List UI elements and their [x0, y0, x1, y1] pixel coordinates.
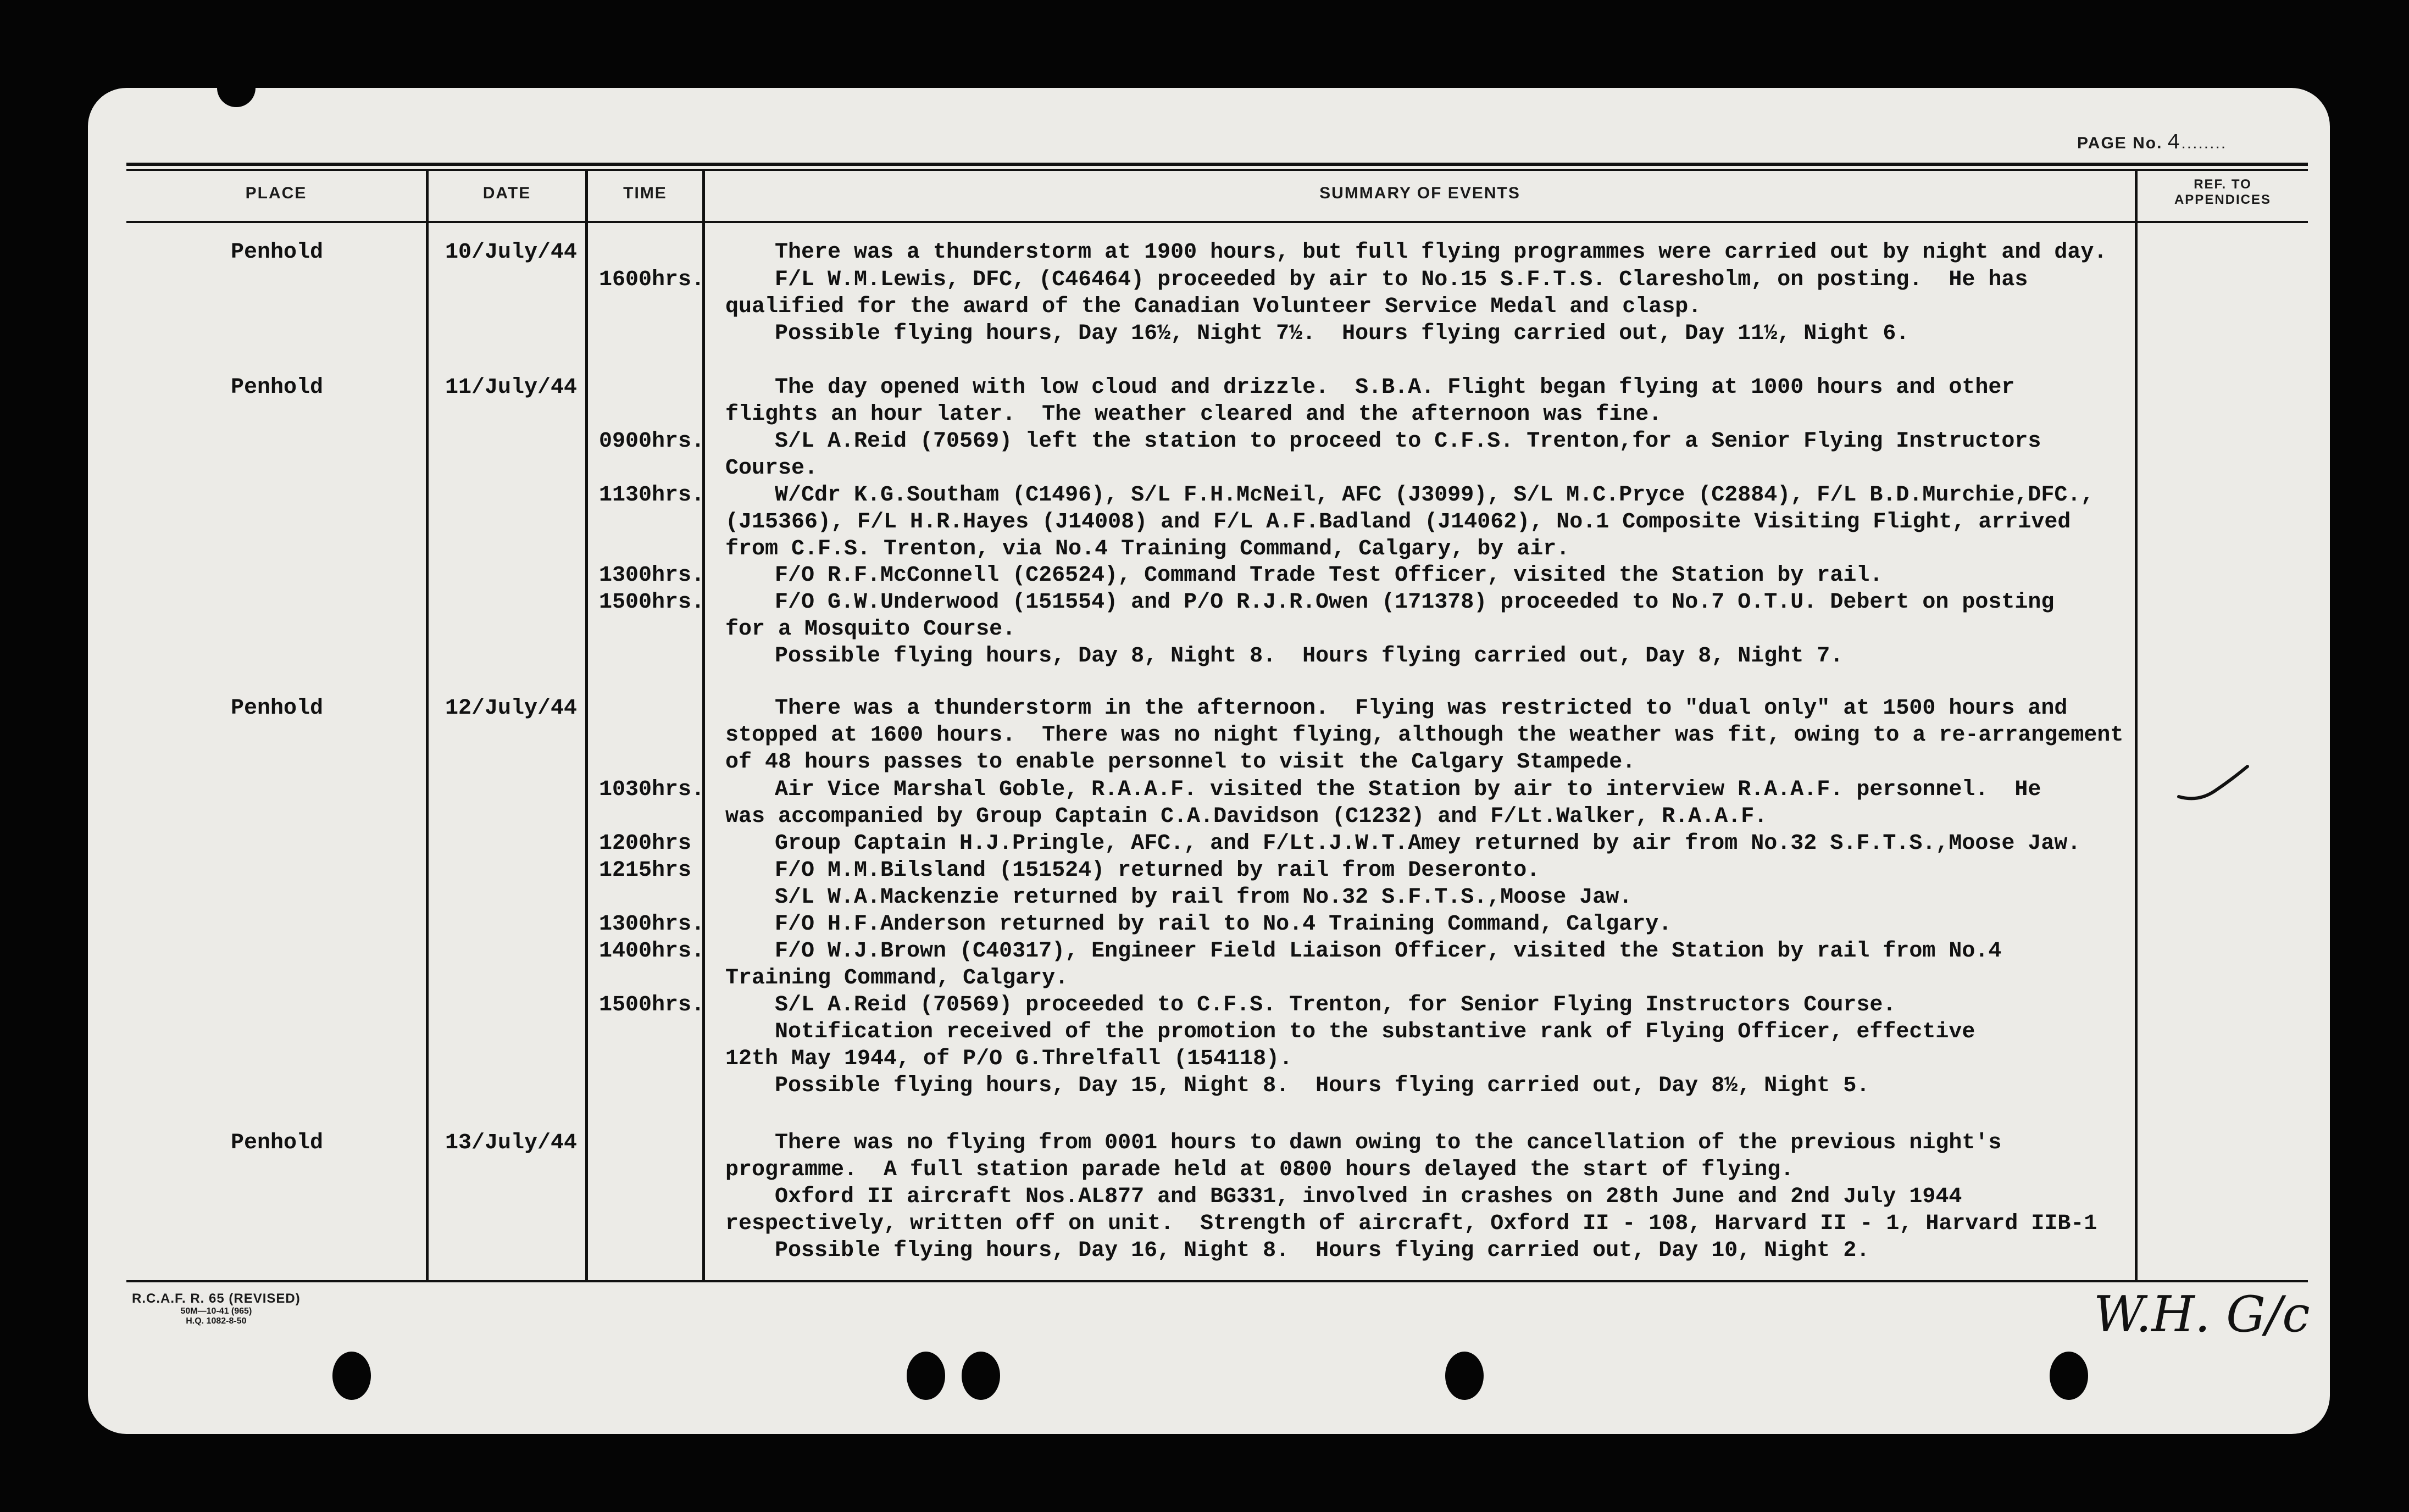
entry-place: Penhold [231, 375, 324, 400]
summary-line: Course. [725, 456, 818, 481]
form-id-line: R.C.A.F. R. 65 (REVISED) [132, 1291, 301, 1306]
form-id [132, 1291, 301, 1326]
col-line-date [585, 170, 588, 1280]
summary-line: S/L A.Reid (70569) proceeded to C.F.S. Trenton, for Senior Flying Instructors Course. [775, 993, 1896, 1018]
page-number-label: PAGE No. 4........ [2077, 131, 2227, 155]
header-rule [126, 221, 2308, 223]
summary-line: S/L W.A.Mackenzie returned by rail from No.32 S.F.T.S.,Moose Jaw. [775, 885, 1633, 910]
summary-line: (J15366), F/L H.R.Hayes (J14008) and F/L A.F.Badland (J14062), No.1 Composite Visiting Flight, arrived [725, 510, 2071, 535]
form-id-line: H.Q. 1082-8-50 [186, 1316, 247, 1326]
entry-time: 0900hrs. [599, 429, 705, 454]
entry-time: 1200hrs [599, 831, 692, 856]
binder-hole [962, 1352, 1000, 1400]
summary-line: The day opened with low cloud and drizzle. S.B.A. Flight began flying at 1000 hours and other [775, 375, 2015, 400]
entry-time: 1400hrs. [599, 939, 705, 964]
summary-line: There was a thunderstorm at 1900 hours, but full flying programmes were carried out by night and day. [775, 240, 2107, 265]
top-rule-thin [126, 169, 2308, 171]
entry-time: 1130hrs. [599, 483, 705, 508]
binder-hole [907, 1352, 945, 1400]
header-ref-1: REF. TO [2194, 177, 2252, 192]
check-mark-icon [2176, 764, 2253, 813]
summary-line: Air Vice Marshal Goble, R.A.A.F. visited the Station by air to interview R.A.A.F. personnel. He [775, 777, 2041, 802]
col-line-time [702, 170, 705, 1280]
signature: W.H. G/c [2094, 1286, 2310, 1343]
summary-line: flights an hour later. The weather cleared and the afternoon was fine. [725, 402, 1662, 427]
summary-line: W/Cdr K.G.Southam (C1496), S/L F.H.McNeil, AFC (J3099), S/L M.C.Pryce (C2884), F/L B.D.Murchie,DFC., [775, 483, 2094, 508]
bottom-rule [126, 1280, 2308, 1282]
diary-form-card [88, 88, 2330, 1434]
summary-line: from C.F.S. Trenton, via No.4 Training Command, Calgary, by air. [725, 537, 1570, 562]
entry-place: Penhold [231, 240, 324, 265]
summary-line: F/O R.F.McConnell (C26524), Command Trade Test Officer, visited the Station by rail. [775, 563, 1883, 588]
header-date: DATE [482, 184, 531, 202]
summary-line: programme. A full station parade held at 0800 hours delayed the start of flying. [725, 1158, 1794, 1182]
summary-line: Notification received of the promotion to the substantive rank of Flying Officer, effective [775, 1020, 1975, 1044]
summary-line: F/O M.M.Bilsland (151524) returned by rail from Deseronto. [775, 858, 1540, 883]
summary-line: was accompanied by Group Captain C.A.Davidson (C1232) and F/Lt.Walker, R.A.A.F. [725, 804, 1768, 829]
summary-line: stopped at 1600 hours. There was no night flying, although the weather was fit, owing to a re-arrangement [725, 723, 2124, 748]
entry-place: Penhold [231, 696, 324, 721]
col-line-summary [2135, 170, 2138, 1280]
header-place: PLACE [245, 184, 307, 202]
summary-line: of 48 hours passes to enable personnel to visit the Calgary Stampede. [725, 750, 1636, 775]
entry-date: 11/July/44 [445, 375, 578, 400]
summary-line: F/O G.W.Underwood (151554) and P/O R.J.R.Owen (171378) proceeded to No.7 O.T.U. Debert on posting [775, 590, 2055, 615]
page-number: 4 [2167, 131, 2182, 155]
entry-time: 1215hrs [599, 858, 692, 883]
entry-time: 1600hrs. [599, 268, 705, 292]
summary-line: S/L A.Reid (70569) left the station to proceed to C.F.S. Trenton,for a Senior Flying Instructors [775, 429, 2041, 454]
summary-line: respectively, written off on unit. Strength of aircraft, Oxford II - 108, Harvard II - 1, Harvard IIB-1 [725, 1211, 2097, 1236]
col-line-place [426, 170, 429, 1280]
header-ref-2: APPENDICES [2174, 192, 2272, 207]
card-notch [217, 88, 256, 107]
summary-line: 12th May 1944, of P/O G.Threlfall (154118). [725, 1047, 1293, 1071]
summary-line: Possible flying hours, Day 15, Night 8. Hours flying carried out, Day 8½, Night 5. [775, 1074, 1870, 1098]
header-summary: SUMMARY OF EVENTS [1319, 184, 1520, 202]
summary-line: Possible flying hours, Day 8, Night 8. Hours flying carried out, Day 8, Night 7. [775, 644, 1844, 669]
form-id-line: 50M—10-41 (965) [180, 1307, 252, 1316]
entry-date: 10/July/44 [445, 240, 578, 265]
summary-line: for a Mosquito Course. [725, 617, 1016, 642]
entry-date: 12/July/44 [445, 696, 578, 721]
entry-date: 13/July/44 [445, 1131, 578, 1155]
entry-time: 1300hrs. [599, 563, 705, 588]
summary-line: Training Command, Calgary. [725, 966, 1069, 991]
entry-place: Penhold [231, 1131, 324, 1155]
summary-line: F/L W.M.Lewis, DFC, (C46464) proceeded by air to No.15 S.F.T.S. Claresholm, on posting. He has [775, 268, 2028, 292]
summary-line: Group Captain H.J.Pringle, AFC., and F/Lt.J.W.T.Amey returned by air from No.32 S.F.T.S.,Moose Jaw. [775, 831, 2081, 856]
entry-time: 1500hrs. [599, 590, 705, 615]
binder-hole [1445, 1352, 1484, 1400]
summary-line: Oxford II aircraft Nos.AL877 and BG331, involved in crashes on 28th June and 2nd July 1944 [775, 1185, 1962, 1209]
summary-line: qualified for the award of the Canadian Volunteer Service Medal and clasp. [725, 294, 1702, 319]
summary-line: F/O W.J.Brown (C40317), Engineer Field Liaison Officer, visited the Station by rail from No.4 [775, 939, 2002, 964]
entry-time: 1300hrs. [599, 912, 705, 937]
summary-line: Possible flying hours, Day 16, Night 8. Hours flying carried out, Day 10, Night 2. [775, 1238, 1870, 1263]
summary-line: Possible flying hours, Day 16½, Night 7½. Hours flying carried out, Day 11½, Night 6. [775, 321, 1910, 346]
header-time: TIME [623, 184, 667, 202]
entry-time: 1030hrs. [599, 777, 705, 802]
summary-line: There was a thunderstorm in the afternoon. Flying was restricted to "dual only" at 1500 hours and [775, 696, 2068, 721]
binder-hole [2050, 1352, 2088, 1400]
summary-line: There was no flying from 0001 hours to dawn owing to the cancellation of the previous night's [775, 1131, 2002, 1155]
top-rule [126, 163, 2308, 166]
page-label: PAGE No. [2077, 134, 2163, 152]
binder-hole [332, 1352, 371, 1400]
summary-line: F/O H.F.Anderson returned by rail to No.4 Training Command, Calgary. [775, 912, 1672, 937]
entry-time: 1500hrs. [599, 993, 705, 1018]
